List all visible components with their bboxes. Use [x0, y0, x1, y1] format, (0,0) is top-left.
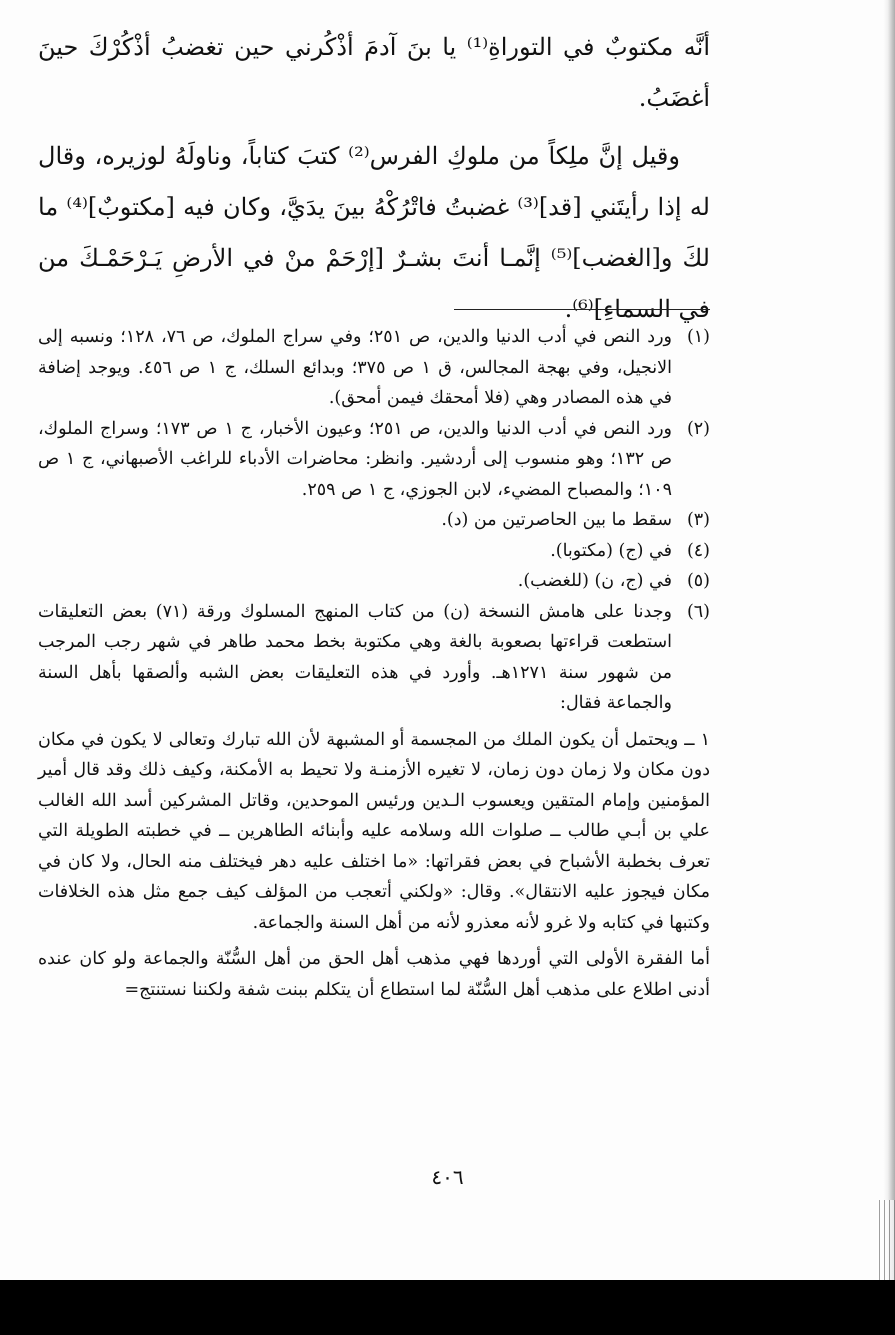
footnote-text: وجدنا على هامش النسخة (ن) من كتاب المنهج المسلوك ورقة (٧١) بعض التعليقات استطعت قراءتها بصعوبة بالغة وهي مكتوبة بخط محمد طاهر في شهر رجب المرجب من شهور سنة ١٢٧١هـ. وأورد في هذه التعليقات بعض الشبه وألصقها بأهل السنة والجماعة فقال:	[38, 601, 672, 713]
footnote-5	[38, 566, 710, 597]
footnote-number: (٥)	[686, 571, 710, 591]
main-paragraph: وقيل إنَّ ملِكاً من ملوكِ الفرس⁽²⁾ كتبَ كتاباً، وناولَهُ لوزيره، وقال له إذا رأيتَني [قد]⁽³⁾ غضبتُ فاتْرُكْهُ بينَ يدَيَّ، وكان فيه [مكتوبٌ]⁽⁴⁾ ما لكَ و[الغضب]⁽⁵⁾ إنَّمـا أنتَ بشـرٌ [إرْحَمْ منْ في الأرضِ يَـرْحَمْـكَ من في السماءِ]⁽⁶⁾.	[38, 142, 710, 323]
footnote-number: (٣)	[686, 510, 710, 530]
footnote-2	[38, 414, 710, 506]
main-text	[38, 22, 710, 335]
footnote-6-paragraph-3: أما الفقرة الأولى التي أوردها فهي مذهب أهل الحق من أهل السُّنّة والجماعة ولو كان عنده أدنى اطلاع على مذهب أهل السُّنّة لما استطاع أن يتكلم ببنت شفة ولكننا نستنتج=	[38, 949, 710, 1000]
main-line-top: أنَّه مكتوبٌ في التوراةِ⁽¹⁾ يا بنَ آدمَ أذْكُرني حين تغضبُ أذْكُرْكَ حينَ أغضَبُ.	[38, 33, 710, 112]
footnote-text: سقط ما بين الحاصرتين من (د).	[441, 510, 672, 530]
footnote-number: (٤)	[686, 540, 710, 561]
scan-bottom-band	[0, 1280, 895, 1335]
footnotes	[38, 322, 710, 1005]
footnote-1	[38, 322, 710, 414]
footnote-number: (١)	[686, 327, 710, 347]
footnote-number: (٢)	[686, 418, 710, 439]
footnote-text: ورد النص في أدب الدنيا والدين، ص ٢٥١؛ وفي سراج الملوك، ص ٧٦، ١٢٨؛ ونسبه إلى الانجيل، وفي بهجة المجالس، ق ١ ص ٣٧٥؛ وبدائع السلك، ج ١ ص ٤٥٦. ويوجد إضافة في هذه المصادر وهي (فلا أمحقك فيمن أمحق).	[38, 327, 673, 408]
footnote-text: في (ج) (مكتوبا).	[550, 540, 672, 561]
footnote-separator	[454, 309, 710, 310]
footnote-6-paragraph-2: ١ ــ ويحتمل أن يكون الملك من المجسمة أو المشبهة لأن الله تبارك وتعالى لا يكون في مكان دون مكان ولا زمان دون زمان، لا تغيره الأزمنـة ولا تحيط به الأمكنة، وكيف ذلك وقد قال أمير المؤمنين وإمام المتقين ويعسوب الـدين ورئيس الموحدين، وقاتل المشركين أسد الله الغالب علي بن أبـي طالب ــ صلوات الله وسلامه عليه وأبنائه الطاهرين ــ في خطبته الطويلة التي تعرف بخطبة الأشباح في بعض فقراتها: «ما اختلف عليه دهر فيختلف منه الحال، ولا كان في مكان فيجوز عليه الانتقال». وقال: «ولكني أتعجب من المؤلف كيف جمع مثل هذه الخلافات وكتبها في كتابه ولا غرو لأنه معذرو لأنه من أهل السنة والجماعة.	[38, 729, 710, 933]
footnote-3	[38, 505, 710, 536]
scan-edge-shadow	[883, 0, 895, 1280]
footnote-text: ورد النص في أدب الدنيا والدين، ص ٢٥١؛ وعيون الأخبار، ج ١ ص ١٧٣؛ وسراج الملوك، ص ١٣٢؛ وهو منسوب إلى أردشير. وانظر: محاضرات الأدباء للراغب الأصبهاني، ج ١ ص ١٠٩؛ والمصباح المضيء، لابن الجوزي، ج ١ ص ٢٥٩.	[38, 418, 672, 500]
page-number: ٤٠٦	[431, 1165, 464, 1189]
footnote-4	[38, 536, 710, 567]
footnote-6	[38, 597, 710, 719]
scan-edge-marks	[877, 1200, 895, 1280]
footnote-number: (٦)	[686, 601, 710, 622]
footnote-text: في (ج، ن) (للغضب).	[517, 571, 672, 591]
